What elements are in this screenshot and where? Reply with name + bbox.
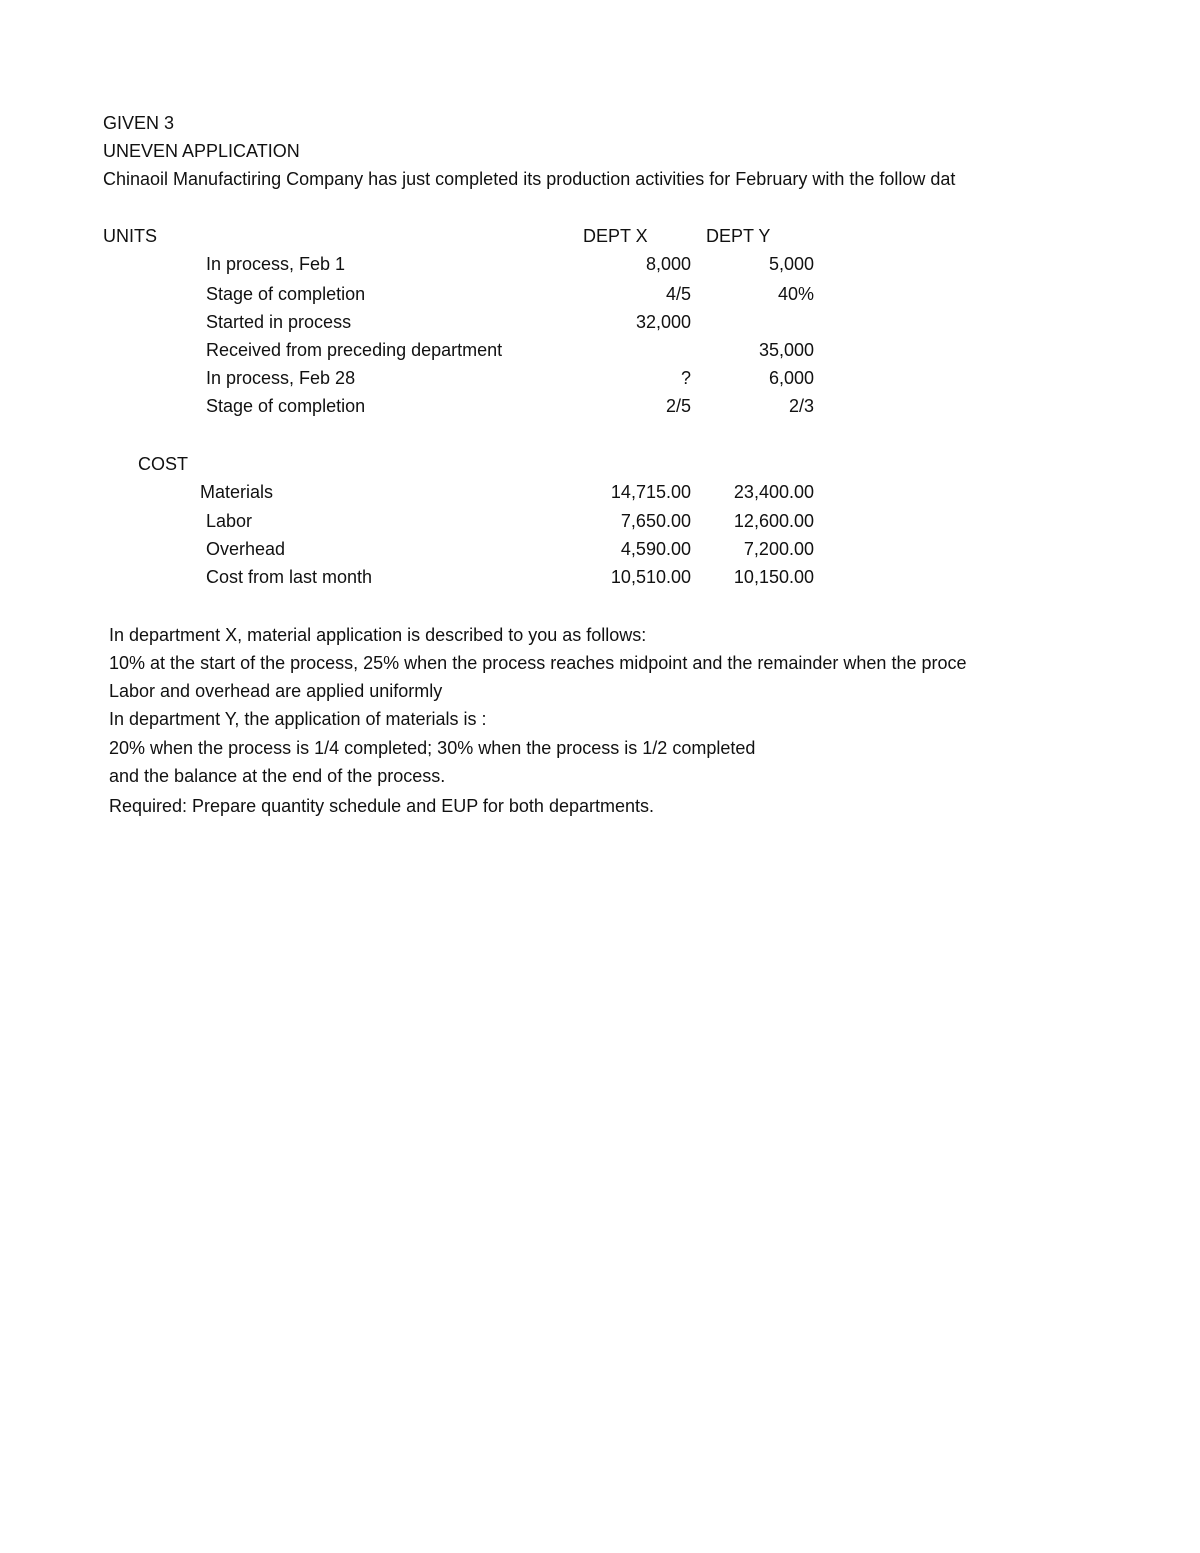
units-row-label: Stage of completion	[206, 284, 366, 304]
document-subtitle: UNEVEN APPLICATION	[103, 141, 300, 161]
units-row-dept-y-value: 2/3	[788, 396, 814, 416]
units-row-label: In process, Feb 28	[206, 368, 356, 388]
units-row-dept-y-value: 5,000	[768, 254, 814, 274]
units-row-dept-x-value: 32,000	[635, 312, 691, 332]
intro-text: Chinaoil Manufactiring Company has just completed its production activities for February with the follow dat	[103, 169, 956, 189]
column-header-dept-y: DEPT Y	[706, 226, 771, 246]
cost-row-dept-y-value: 10,150.00	[733, 567, 814, 587]
note-line: 10% at the start of the process, 25% when the process reaches midpoint and the remainder when the proce	[109, 653, 967, 673]
cost-row-dept-y-value: 7,200.00	[743, 539, 814, 559]
note-line: In department X, material application is described to you as follows:	[109, 625, 647, 645]
units-row-label: Started in process	[206, 312, 352, 332]
units-row-dept-x-value: 2/5	[665, 396, 691, 416]
note-line: Required: Prepare quantity schedule and EUP for both departments.	[109, 796, 655, 816]
cost-row-dept-x-value: 10,510.00	[610, 567, 691, 587]
cost-row-label: Materials	[200, 482, 274, 502]
units-row-dept-x-value: 8,000	[645, 254, 691, 274]
cost-row-dept-y-value: 23,400.00	[733, 482, 814, 502]
cost-row-label: Labor	[206, 511, 253, 531]
units-row-label: Stage of completion	[206, 396, 366, 416]
column-header-dept-x: DEPT X	[583, 226, 648, 246]
units-row-dept-y-value: 35,000	[758, 340, 814, 360]
cost-row-label: Cost from last month	[206, 567, 373, 587]
note-line: 20% when the process is 1/4 completed; 30% when the process is 1/2 completed	[109, 738, 756, 758]
cost-label: COST	[138, 454, 189, 474]
units-label: UNITS	[103, 226, 157, 246]
units-row-dept-x-value	[551, 339, 691, 361]
units-row-dept-y-value: 40%	[777, 284, 814, 304]
note-line: In department Y, the application of materials is :	[109, 709, 487, 729]
document-title: GIVEN 3	[103, 113, 175, 133]
units-row-dept-x-value: ?	[680, 368, 691, 388]
cost-row-label: Overhead	[206, 539, 286, 559]
units-row-dept-y-value: 6,000	[768, 368, 814, 388]
units-row-label: In process, Feb 1	[206, 254, 346, 274]
note-line: and the balance at the end of the process.	[109, 766, 446, 786]
cost-row-dept-x-value: 14,715.00	[610, 482, 691, 502]
note-line: Labor and overhead are applied uniformly	[109, 681, 443, 701]
units-row-dept-x-value: 4/5	[665, 284, 691, 304]
cost-row-dept-x-value: 7,650.00	[620, 511, 691, 531]
units-row-dept-y-value	[674, 311, 814, 333]
cost-row-dept-y-value: 12,600.00	[733, 511, 814, 531]
units-row-label: Received from preceding department	[206, 340, 503, 360]
cost-row-dept-x-value: 4,590.00	[620, 539, 691, 559]
